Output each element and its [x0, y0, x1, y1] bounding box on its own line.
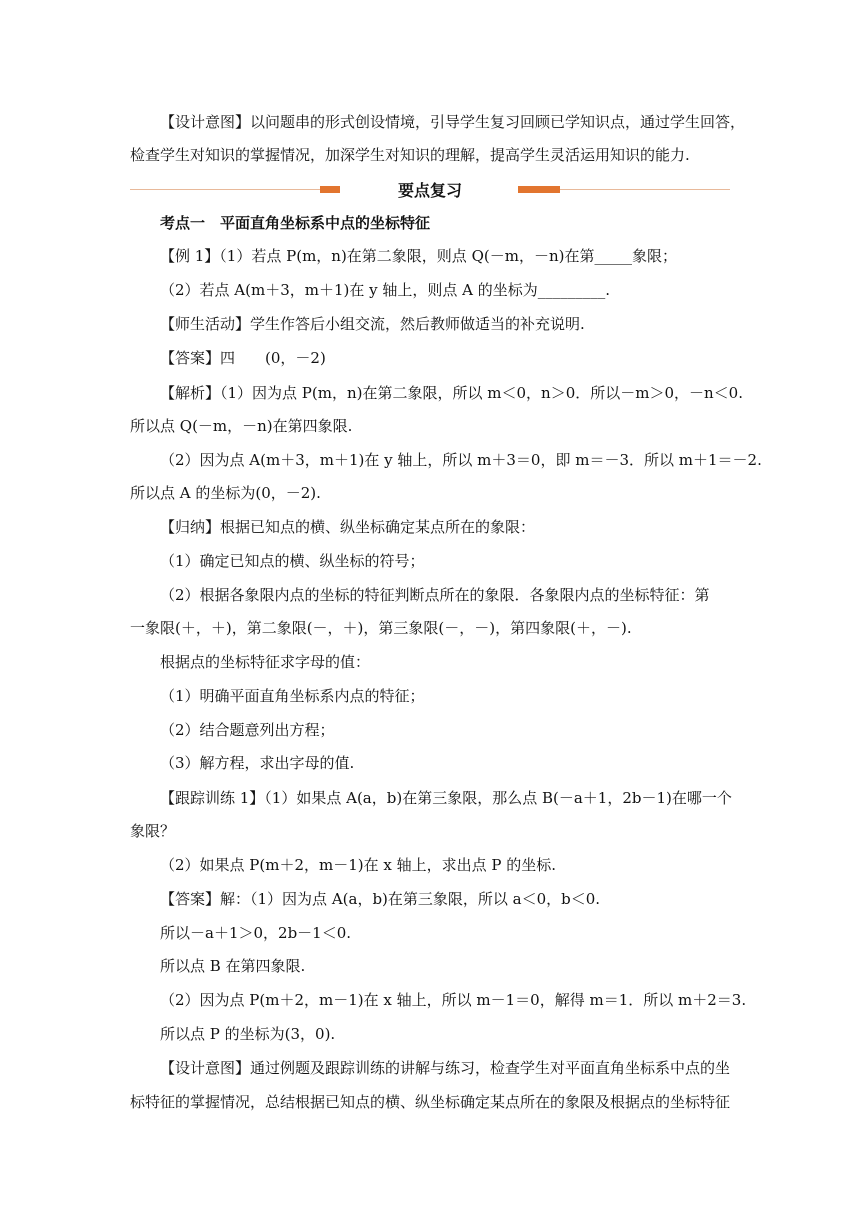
- analysis-line-1: 【解析】（1）因为点 P(m，n)在第二象限，所以 m＜0，n＞0．所以－m＞0，－n＜0.: [160, 384, 743, 402]
- training-1-q1b: 象限？: [130, 822, 176, 840]
- intro-line-2: 检查学生对知识的掌握情况，加深学生对知识的理解，提高学生灵活运用知识的能力.: [130, 146, 690, 164]
- example-1-q2: （2）若点 A(m＋3，m＋1)在 y 轴上，则点 A 的坐标为_________.: [160, 281, 611, 299]
- training-answer-5: 所以点 P 的坐标为(3，0).: [160, 1025, 336, 1043]
- summary-step-2: （2）结合题意列出方程；: [160, 721, 335, 739]
- section-title: 要点复习: [397, 181, 462, 200]
- summary-step-1: （1）明确平面直角坐标系内点的特征；: [160, 687, 425, 705]
- summary-item-1: （1）确定已知点的横、纵坐标的符号；: [160, 552, 425, 570]
- training-answer-1: 【答案】解：（1）因为点 A(a，b)在第三象限，所以 a＜0，b＜0.: [160, 890, 601, 908]
- training-1-q1a: 【跟踪训练 1】（1）如果点 A(a，b)在第三象限，那么点 B(－a＋1，2b－1)在哪一个: [160, 789, 732, 807]
- design-intent-line-2: 标特征的掌握情况，总结根据已知点的横、纵坐标确定某点所在的象限及根据点的坐标特征: [130, 1093, 731, 1111]
- topic-heading: 考点一 平面直角坐标系中点的坐标特征: [160, 214, 431, 232]
- summary-step-3: （3）解方程，求出字母的值.: [160, 754, 355, 772]
- summary-item-2b: 一象限(＋，＋)，第二象限(－，＋)，第三象限(－，－)，第四象限(＋，－).: [130, 619, 632, 637]
- training-answer-3: 所以点 B 在第四象限.: [160, 957, 306, 975]
- section-header: [130, 176, 730, 202]
- training-answer-4: （2）因为点 P(m＋2，m－1)在 x 轴上，所以 m－1＝0，解得 m＝1．所以 m＋2＝3.: [160, 991, 747, 1009]
- intro-line-1: 【设计意图】以问题串的形式创设情境，引导学生复习回顾已学知识点，通过学生回答，: [160, 113, 746, 131]
- summary-heading-2: 根据点的坐标特征求字母的值：: [160, 653, 371, 671]
- analysis-line-4: 所以点 A 的坐标为(0，－2).: [130, 484, 321, 502]
- design-intent-line-1: 【设计意图】通过例题及跟踪训练的讲解与练习，检查学生对平面直角坐标系中点的坐: [160, 1059, 731, 1077]
- teacher-activity: 【师生活动】学生作答后小组交流，然后教师做适当的补充说明.: [160, 315, 585, 333]
- analysis-line-2: 所以点 Q(－m，－n)在第四象限.: [130, 417, 353, 435]
- training-1-q2: （2）如果点 P(m＋2，m－1)在 x 轴上，求出点 P 的坐标.: [160, 856, 557, 874]
- example-1-q1: 【例 1】（1）若点 P(m，n)在第二象限，则点 Q(－m，－n)在第_____象限；: [160, 247, 677, 265]
- summary-heading: 【归纳】根据已知点的横、纵坐标确定某点所在的象限：: [160, 518, 536, 536]
- summary-item-2a: （2）根据各象限内点的坐标的特征判断点所在的象限．各象限内点的坐标特征：第: [160, 586, 710, 604]
- analysis-line-3: （2）因为点 A(m＋3，m＋1)在 y 轴上，所以 m＋3＝0，即 m＝－3．所以 m＋1＝－2.: [160, 451, 762, 469]
- training-answer-2: 所以－a＋1＞0，2b－1＜0.: [160, 924, 352, 942]
- answer: 【答案】四 (0，－2): [160, 349, 326, 367]
